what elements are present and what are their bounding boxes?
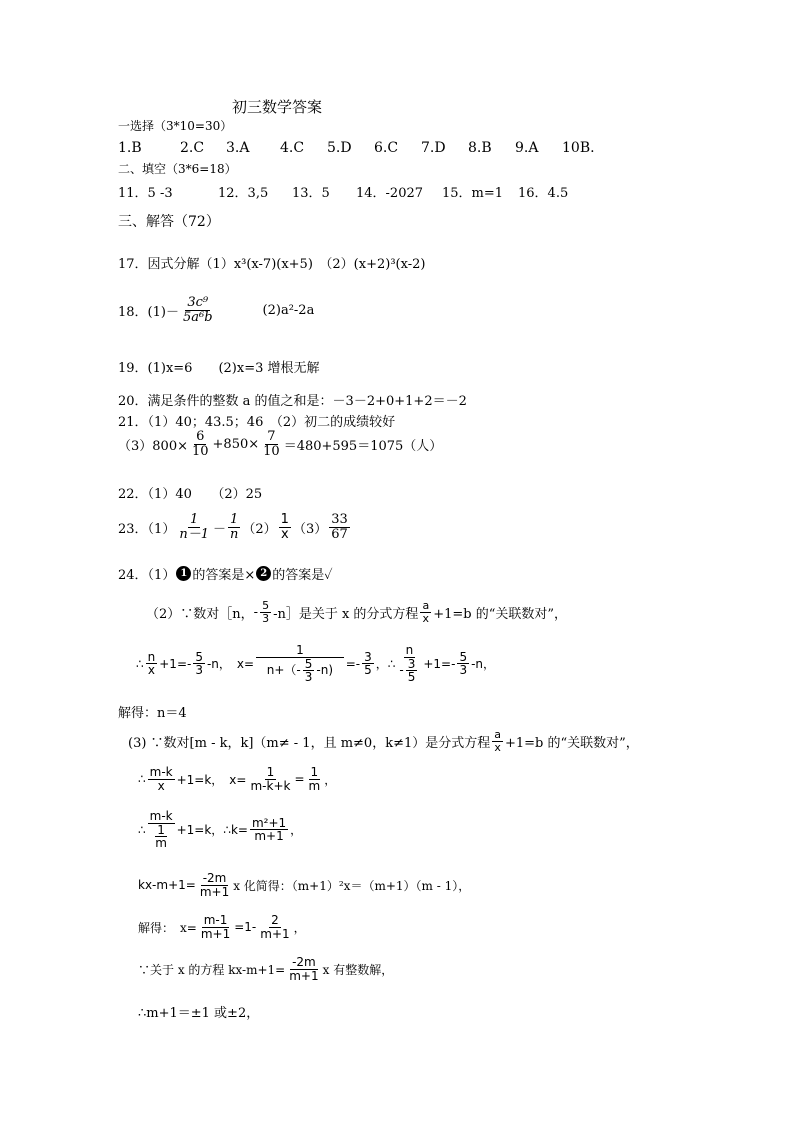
numerator: 5 (459, 649, 468, 664)
numerator: 7 (267, 429, 276, 444)
q24-text: +1=k， x= (176, 772, 247, 787)
fraction (420, 600, 431, 624)
choice-answer: 10B. (562, 140, 595, 156)
q23-answer (118, 513, 352, 541)
q24-part3-statement (128, 729, 639, 753)
q24-part3-eq4 (138, 914, 306, 940)
q24-text: -n， x= (206, 657, 255, 672)
denominator: m (308, 778, 321, 793)
choice-answers (118, 140, 595, 156)
fill-answer: 12．3,5 (218, 186, 269, 201)
denominator: m+1 (199, 884, 230, 899)
q22-answer: 22．（1）40 （2）25 (118, 487, 263, 502)
q24-part3-conclusion: ∴m+1＝±1 或±2， (138, 1006, 260, 1021)
denominator: n－1 (179, 526, 209, 542)
denominator (265, 658, 335, 684)
choice-answer: 6.C (374, 140, 399, 156)
fill-answer: 13．5 (292, 186, 330, 201)
circled-number-2: 2 (256, 566, 271, 581)
q24-text: ∴ (136, 656, 144, 671)
denominator: 5 (364, 663, 372, 678)
fraction (250, 817, 288, 843)
q17-answer: 17．因式分解（1）x³(x-7)(x+5) （2）(x+2)³(x-2) (118, 257, 426, 272)
fraction (492, 729, 503, 753)
q24-text: +1=- (159, 656, 192, 671)
choice-answer: 1.B (118, 140, 142, 156)
denominator (149, 824, 173, 850)
fraction (248, 766, 292, 792)
q24-text: =1- (234, 920, 257, 935)
fraction (256, 644, 344, 684)
q24-text: ∵关于 x 的方程 kx-m+1= (138, 962, 286, 977)
q24-text: -n］是关于 x 的分式方程 (273, 606, 419, 622)
q24-text: （2）∵数对［n， (146, 606, 254, 622)
q24-part1 (118, 564, 333, 583)
denominator: 67 (331, 526, 348, 542)
numerator: 5 (304, 656, 313, 671)
q24-part3-eq1 (138, 766, 336, 792)
q24-text: 解得： x= (138, 920, 197, 935)
q24-text: +1=k，∴k= (176, 823, 248, 838)
fraction (148, 810, 175, 850)
numerator: 5 (262, 599, 270, 612)
numerator: 3 (407, 656, 416, 671)
fraction (146, 651, 158, 677)
numerator: 2 (271, 913, 279, 927)
q24-part3-eq5 (138, 956, 393, 982)
q18-lead: 18．(1)－ (118, 304, 179, 320)
fraction (397, 644, 421, 684)
choice-answer: 5.D (327, 140, 352, 156)
choice-answer: 3.A (226, 140, 250, 156)
q24-text: =- (345, 656, 361, 671)
q21-line2 (118, 430, 442, 458)
numerator: -2m (202, 871, 227, 885)
fraction (406, 658, 418, 684)
q18-answer (118, 296, 314, 324)
numerator: m-k (149, 809, 173, 823)
numerator: 3 (364, 649, 372, 664)
denominator: 3 (304, 670, 313, 685)
denominator-text: -n) (316, 663, 334, 678)
q24-part3-eq2 (138, 810, 302, 850)
denominator: 3 (459, 663, 468, 678)
q24-part2-statement (146, 600, 567, 624)
section-heading-choice: 一选择（3*10=30） (118, 119, 233, 133)
denominator: m+1 (260, 926, 290, 941)
numerator: n (147, 649, 156, 664)
q24-text: ，∴ (375, 657, 396, 672)
page-title: 初三数学答案 (232, 98, 323, 116)
q24-text: kx-m+1= (138, 878, 196, 893)
q21-text: ＝480+595＝1075（人） (283, 438, 443, 454)
numerator: 6 (196, 429, 205, 444)
q24-text: -n， (471, 657, 496, 672)
fraction (329, 513, 350, 541)
denominator: x (422, 611, 430, 625)
denominator: x (494, 740, 501, 754)
q21-text: （3）800× (118, 438, 188, 454)
choice-answer: 4.C (280, 140, 305, 156)
fraction (303, 658, 315, 684)
fraction (228, 513, 240, 541)
q24-text: ， (293, 920, 306, 935)
q24-text: ， (324, 772, 337, 787)
numerator: 1 (310, 765, 319, 779)
section-heading-fill: 二、填空（3*6=18） (118, 162, 237, 176)
q24-part2-equation (136, 644, 495, 684)
numerator: -2m (292, 955, 316, 969)
numerator: a (422, 599, 430, 612)
q23-text: 23．（1） (118, 521, 176, 537)
denominator: x (147, 663, 155, 678)
fill-answer: 15．m=1 (442, 186, 504, 201)
numerator: 1 (230, 512, 239, 527)
fraction (260, 600, 271, 624)
denominator: m+1 (254, 829, 284, 844)
denominator: n (230, 526, 239, 542)
fraction (193, 651, 205, 677)
q24-text: +1=b 的“关联数对”， (433, 606, 567, 622)
denominator: x (157, 778, 165, 793)
q18-fraction (181, 296, 215, 324)
numerator: 5 (195, 649, 203, 664)
section-heading-solve: 三、解答（72） (118, 214, 220, 230)
fraction (153, 824, 169, 850)
q19-answer: 19．(1)x=6 (2)x=3 增根无解 (118, 361, 320, 376)
fill-answer: 11．5 -3 (118, 186, 173, 201)
denominator: 3 (262, 611, 270, 625)
fraction (199, 914, 232, 940)
fraction (279, 513, 291, 541)
numerator: m-k (149, 765, 173, 779)
q24-text: (3) ∵数对[m - k，k]（m≠ - 1，且 m≠0，k≠1）是分式方程 (128, 735, 491, 751)
numerator: n (405, 643, 414, 657)
q24-solution: 解得：n＝4 (118, 706, 187, 721)
denominator-text: n+（- (266, 663, 301, 678)
denominator: m-k+k (250, 778, 291, 793)
q24-text: 24．（1） (118, 568, 176, 583)
choice-answer: 9.A (515, 140, 539, 156)
fraction (190, 430, 211, 458)
denominator (397, 658, 421, 684)
q24-part3-eq3 (138, 872, 470, 898)
q23-text: （2） (242, 521, 277, 537)
q24-text: +1=b 的“关联数对”， (505, 735, 639, 751)
fraction (148, 766, 175, 792)
fraction (258, 914, 291, 940)
denominator: 3 (195, 663, 203, 678)
numerator: m-1 (203, 913, 228, 927)
numerator: 33 (331, 512, 348, 527)
q23-text: （3） (292, 521, 328, 537)
q21-line1: 21．（1）40；43.5；46 （2）初二的成绩较好 (118, 415, 396, 430)
q24-text: - (253, 604, 259, 620)
q24-text: ， (290, 823, 303, 838)
fraction (457, 651, 469, 677)
numerator: a (494, 728, 501, 741)
numerator: 1 (190, 512, 199, 527)
numerator: m²+1 (251, 815, 287, 830)
numerator: 3c⁹ (187, 295, 209, 310)
numerator: 1 (280, 512, 289, 527)
denominator: m (155, 836, 167, 851)
q21-text: +850× (212, 436, 260, 452)
fraction (362, 651, 374, 677)
q18-part2: (2)a²-2a (262, 302, 315, 318)
denominator: 10 (191, 443, 209, 459)
denominator: 5 (407, 670, 416, 685)
q23-text: － (212, 521, 226, 537)
denominator: x (280, 526, 289, 542)
fraction (307, 766, 323, 792)
fraction (287, 956, 320, 982)
denominator: 5a⁶b (182, 309, 213, 325)
numerator: 1 (157, 822, 165, 837)
choice-answer: 8.B (468, 140, 492, 156)
q24-text: 的答案是× (192, 568, 256, 583)
fraction (198, 872, 231, 898)
fill-answer: 16．4.5 (518, 186, 569, 201)
denominator: 10 (263, 443, 280, 459)
q24-text: x 化简得：（m+1）²x＝（m+1）（m - 1）， (233, 878, 471, 893)
q24-text: x 有整数解， (322, 962, 394, 977)
choice-answer: 7.D (421, 140, 446, 156)
fraction (177, 513, 211, 541)
q24-text: - (399, 663, 404, 678)
q24-text: ∴ (138, 822, 146, 837)
fill-answer: 14．-2027 (356, 186, 424, 201)
q24-text: = (294, 772, 305, 787)
fraction (261, 430, 282, 458)
denominator: m+1 (200, 926, 231, 941)
fill-answers (118, 182, 568, 201)
circled-number-1: 1 (176, 566, 191, 581)
q24-text: ∴ (138, 772, 146, 787)
q20-answer: 20．满足条件的整数 a 的值之和是：－3－2+0+1+2＝－2 (118, 394, 467, 409)
numerator: 1 (266, 765, 275, 779)
q24-text: 的答案是✓ (272, 568, 333, 583)
denominator: m+1 (289, 968, 319, 983)
q24-text: +1=- (423, 656, 456, 671)
numerator: 1 (256, 644, 344, 658)
choice-answer: 2.C (180, 140, 205, 156)
